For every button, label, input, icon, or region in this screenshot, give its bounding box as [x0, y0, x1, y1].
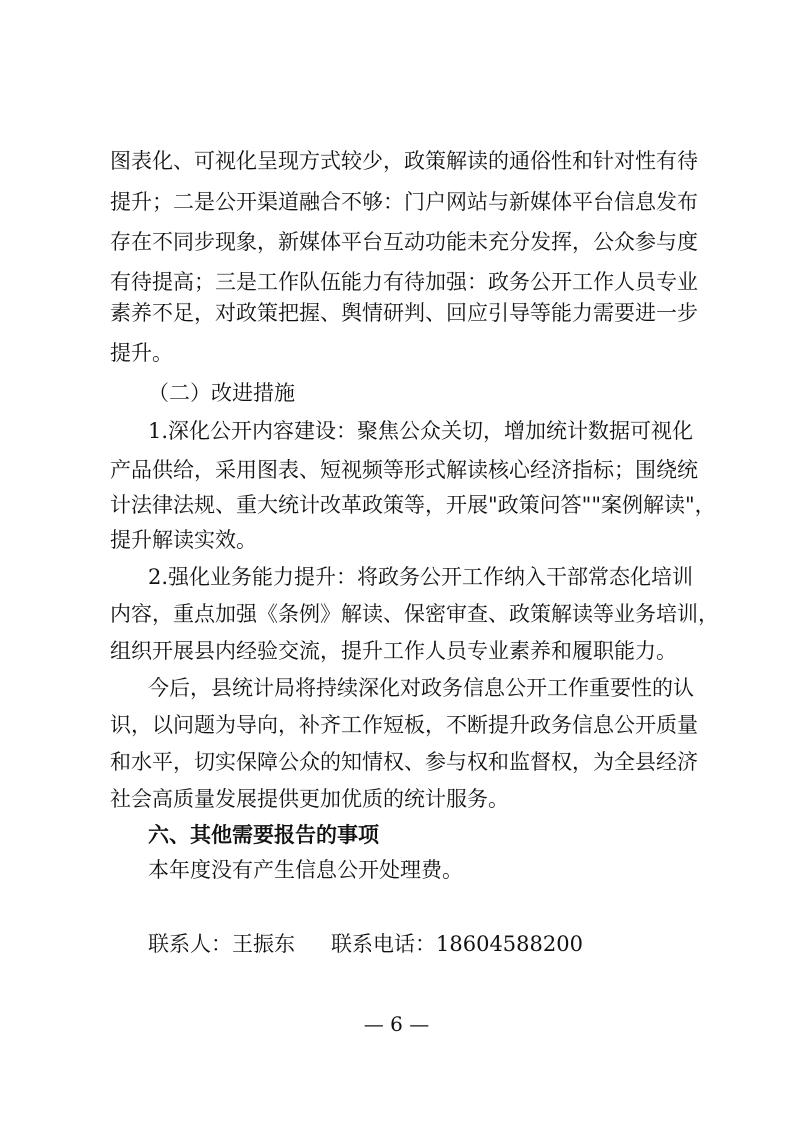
list-item-line: 2.强化业务能力提升：将政务公开工作纳入干部常态化培训: [148, 565, 694, 589]
subheading-improvements: （二）改进措施: [148, 381, 295, 405]
contact-phone-label: 联系电话：: [331, 932, 436, 956]
paragraph-line: 和水平，切实保障公众的知情权、参与权和监督权，为全县经济: [110, 750, 698, 774]
section-heading: 六、其他需要报告的事项: [148, 822, 379, 847]
paragraph-line: 素养不足，对政策把握、舆情研判、回应引导等能力需要进一步: [110, 301, 698, 325]
paragraph-line: 图表化、可视化呈现方式较少，政策解读的通俗性和针对性有待: [110, 149, 698, 173]
list-item-line: 产品供给，采用图表、短视频等形式解读核心经济指标；围绕统: [110, 458, 698, 482]
page-number: — 6 —: [363, 1012, 430, 1036]
paragraph-line: 存在不同步现象，新媒体平台互动功能未充分发挥，公众参与度: [110, 230, 698, 254]
list-item-line: 1.深化公开内容建设：聚焦公众关切，增加统计数据可视化: [148, 419, 694, 443]
contact-phone-number: 18604588200: [436, 932, 583, 956]
list-item-line: 提升解读实效。: [110, 528, 257, 552]
paragraph-line: 今后，县统计局将持续深化对政务信息公开工作重要性的认: [148, 676, 694, 700]
paragraph-line: 识，以问题为导向，补齐工作短板，不断提升政务信息公开质量: [110, 713, 698, 737]
paragraph-line: 有待提高；三是工作队伍能力有待加强：政务公开工作人员专业: [110, 270, 698, 294]
list-item-line: 内容，重点加强《条例》解读、保密审查、政策解读等业务培训，: [110, 602, 719, 626]
section-text: 本年度没有产生信息公开处理费。: [148, 858, 463, 882]
contact-person-name: 王振东: [232, 932, 295, 956]
contact-line: [148, 931, 693, 957]
contact-person-label: 联系人：: [148, 932, 232, 956]
paragraph-line: 社会高质量发展提供更加优质的统计服务。: [110, 787, 509, 811]
paragraph-line: 提升；二是公开渠道融合不够：门户网站与新媒体平台信息发布: [110, 190, 698, 214]
list-item-line: 计法律法规、重大统计改革政策等，开展"政策问答""案例解读"，: [110, 493, 716, 517]
list-item-line: 组织开展县内经验交流，提升工作人员专业素养和履职能力。: [110, 639, 677, 663]
paragraph-line: 提升。: [110, 341, 173, 365]
